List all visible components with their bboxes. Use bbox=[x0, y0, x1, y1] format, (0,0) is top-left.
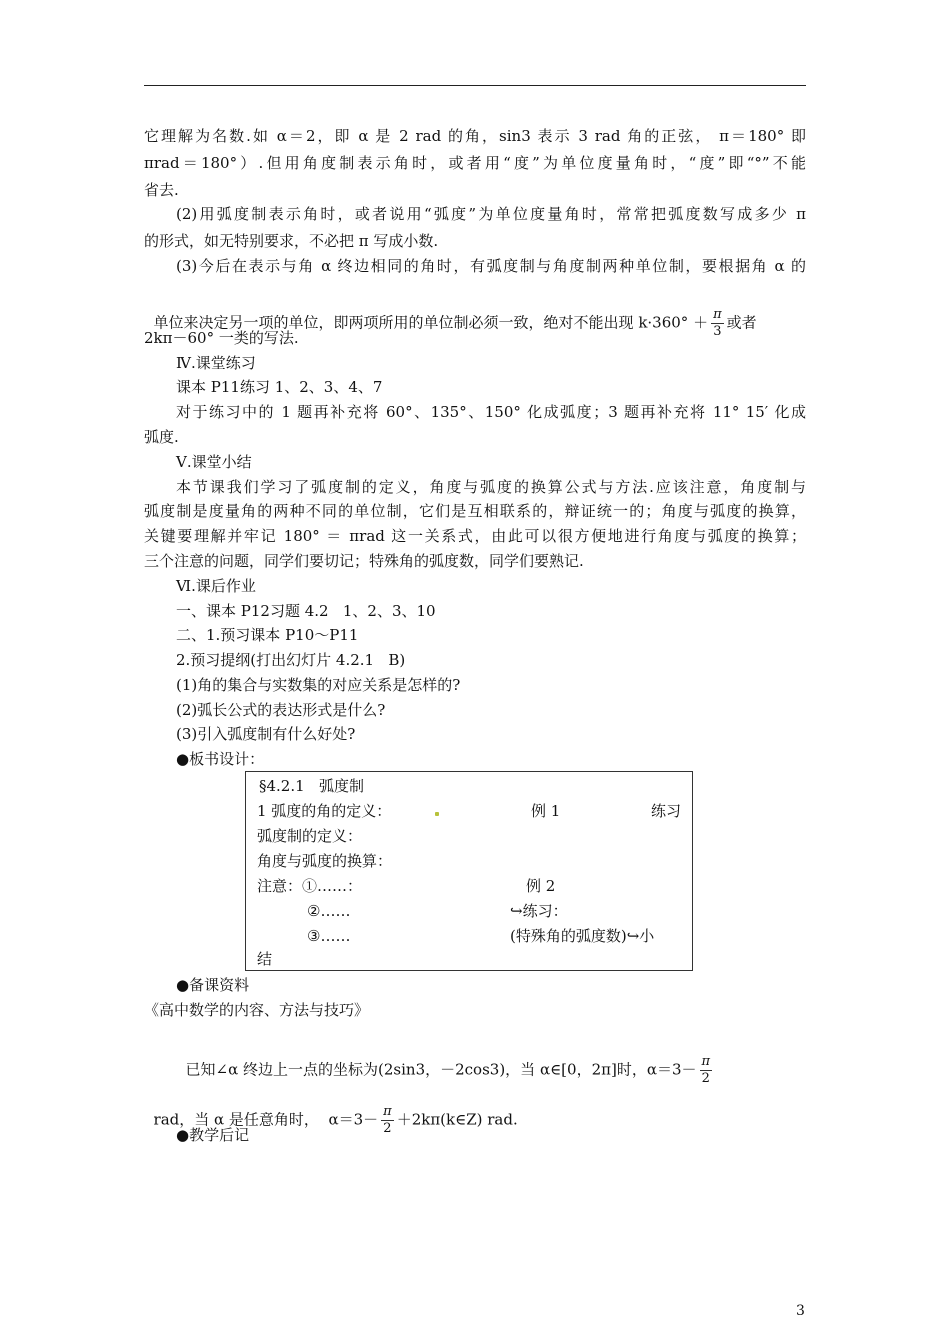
text-line: 本节课我们学习了弧度制的定义，角度与弧度的换算公式与方法.应该注意，角度制与 bbox=[176, 478, 806, 496]
section-heading: Ⅵ.课后作业 bbox=[176, 577, 256, 595]
header-rule bbox=[144, 85, 806, 86]
text-line: 一、课本 P12习题 4.2 1、2、3、10 bbox=[176, 602, 436, 620]
text-line: (1)角的集合与实数集的对应关系是怎样的? bbox=[176, 676, 461, 694]
text-segment: 已知∠α 终边上一点的坐标为(2sin3，－2cos3)，当 α∈[0，2π]时，α＝3－ bbox=[185, 1060, 697, 1079]
blackboard-design-box bbox=[245, 771, 693, 971]
board-row-label: 练习： bbox=[522, 902, 568, 920]
text-segment: rad，当 α 是任意角时， α＝3－ bbox=[153, 1110, 379, 1129]
board-row: 角度与弧度的换算： bbox=[257, 852, 393, 870]
section-heading: Ⅳ.课堂练习 bbox=[176, 354, 256, 372]
section-heading: Ⅴ.课堂小结 bbox=[176, 453, 252, 471]
board-row: ③…… bbox=[307, 927, 351, 945]
fraction-pi-over-3 bbox=[711, 307, 724, 340]
board-row bbox=[510, 926, 654, 946]
text-line: πrad＝180°）.但用角度制表示角时，或者用“度”为单位度量角时，“度”即“°”不能 bbox=[144, 154, 806, 172]
text-line bbox=[176, 1034, 715, 1087]
board-row: 例 1 bbox=[531, 802, 561, 820]
text-line: 的形式，如无特别要求，不必把 π 写成小数. bbox=[144, 232, 439, 250]
board-row-label: (特殊角的弧度数) bbox=[510, 927, 627, 945]
page-number: 3 bbox=[796, 1303, 805, 1319]
text-segment: 单位来决定另一项的单位，即两项所用的单位制必须一致，绝对不能出现 k·360° ＋ bbox=[153, 313, 709, 332]
board-row: ②…… bbox=[307, 902, 351, 920]
board-title: §4.2.1 弧度制 bbox=[259, 777, 364, 795]
text-line: (2)弧长公式的表达形式是什么? bbox=[176, 701, 386, 719]
board-row: 弧度制的定义： bbox=[257, 827, 363, 845]
text-line: 2.预习提纲(打出幻灯片 4.2.1 B) bbox=[176, 651, 406, 669]
text-segment: 或者 bbox=[726, 313, 757, 332]
section-heading: ●备课资料 bbox=[176, 976, 250, 994]
fraction-numerator: π bbox=[701, 1054, 711, 1069]
text-line: 课本 P11练习 1、2、3、4、7 bbox=[176, 378, 383, 396]
arrow-icon: ↪ bbox=[510, 902, 523, 920]
book-title: 《高中数学的内容、方法与技巧》 bbox=[144, 1001, 370, 1019]
board-row-label: 小 bbox=[639, 927, 655, 945]
fraction-denominator: 2 bbox=[701, 1071, 710, 1086]
fraction-pi-over-2 bbox=[381, 1104, 394, 1137]
section-heading: ●板书设计： bbox=[176, 750, 265, 768]
board-row: 注意：①……： bbox=[257, 877, 363, 895]
decorative-dot bbox=[435, 812, 439, 816]
fraction-denominator: 3 bbox=[713, 324, 722, 339]
text-line: 2kπ－60° 一类的写法. bbox=[144, 329, 299, 347]
text-line: 弧度. bbox=[144, 428, 179, 446]
text-line: 它理解为名数.如 α＝2，即 α 是 2 rad 的角，sin3 表示 3 rad 角的正弦， π＝180° 即 bbox=[144, 127, 806, 145]
text-line: 对于练习中的 1 题再补充将 60°、135°、150° 化成弧度；3 题再补充将 11° 15′ 化成 bbox=[176, 403, 806, 421]
text-line: 三个注意的问题，同学们要切记；特殊角的弧度数，同学们要熟记. bbox=[144, 552, 584, 570]
board-row bbox=[510, 901, 568, 921]
fraction-numerator: π bbox=[713, 307, 722, 322]
text-line: 关键要理解并牢记 180° ＝ πrad 这一关系式，由此可以很方便地进行角度与弧度的换算； bbox=[144, 527, 806, 545]
board-row: 1 弧度的角的定义： bbox=[257, 802, 392, 820]
text-line: 省去. bbox=[144, 181, 179, 199]
board-row: 结 bbox=[257, 950, 273, 968]
board-row: 练习 bbox=[651, 802, 682, 820]
text-segment: ＋2kπ(k∈Z) rad. bbox=[396, 1110, 518, 1129]
text-line: (2)用弧度制表示角时，或者说用“弧度”为单位度量角时，常常把弧度数写成多少 π bbox=[176, 205, 806, 223]
text-line: 弧度制是度量角的两种不同的单位制，它们是互相联系的，辩证统一的；角度与弧度的换算， bbox=[144, 502, 806, 520]
fraction-denominator: 2 bbox=[383, 1121, 392, 1136]
section-heading: ●教学后记 bbox=[176, 1126, 250, 1144]
board-row: 例 2 bbox=[526, 877, 556, 895]
text-line: 二、1.预习课本 P10～P11 bbox=[176, 626, 359, 644]
text-line: (3)引入弧度制有什么好处? bbox=[176, 725, 356, 743]
fraction-numerator: π bbox=[383, 1104, 392, 1119]
arrow-icon: ↪ bbox=[626, 927, 640, 945]
fraction-pi-over-2 bbox=[700, 1054, 713, 1087]
text-line: (3)今后在表示与角 α 终边相同的角时，有弧度制与角度制两种单位制，要根据角 α 的 bbox=[176, 257, 806, 275]
